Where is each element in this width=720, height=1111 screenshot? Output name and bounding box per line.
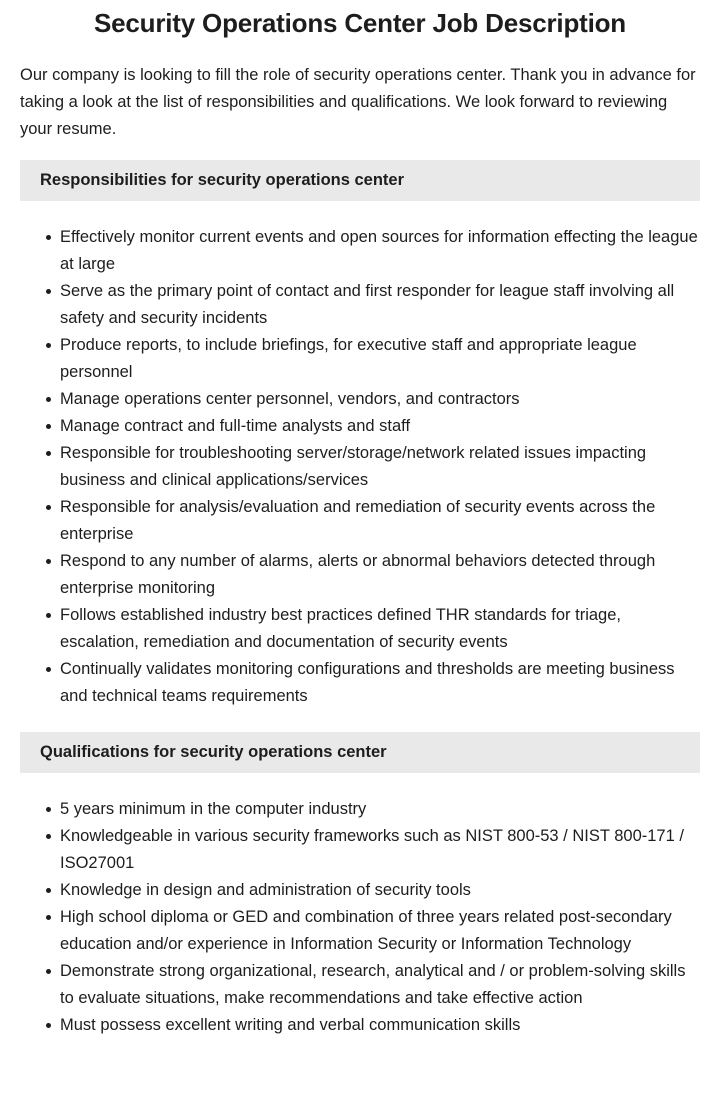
list-item: Demonstrate strong organizational, research, analytical and / or problem-solving skills to evaluate situations, make recommendations and take effective action <box>20 958 700 1012</box>
responsibilities-heading: Responsibilities for security operations center <box>20 160 700 201</box>
list-item: Continually validates monitoring configurations and thresholds are meeting business and technical teams requirements <box>20 656 700 710</box>
list-item: 5 years minimum in the computer industry <box>20 796 700 823</box>
list-item: Responsible for analysis/evaluation and remediation of security events across the enterprise <box>20 494 700 548</box>
list-item: Knowledge in design and administration of security tools <box>20 877 700 904</box>
list-item: Manage contract and full-time analysts and staff <box>20 413 700 440</box>
qualifications-heading: Qualifications for security operations center <box>20 732 700 773</box>
qualifications-section <box>20 732 700 1039</box>
responsibilities-section <box>20 160 700 710</box>
list-item: Responsible for troubleshooting server/storage/network related issues impacting business and clinical applications/services <box>20 440 700 494</box>
list-item: Follows established industry best practices defined THR standards for triage, escalation, remediation and documentation of security events <box>20 602 700 656</box>
responsibilities-list <box>20 224 700 710</box>
list-item: Must possess excellent writing and verbal communication skills <box>20 1012 700 1039</box>
list-item: Knowledgeable in various security frameworks such as NIST 800-53 / NIST 800-171 / ISO27001 <box>20 823 700 877</box>
list-item: Produce reports, to include briefings, for executive staff and appropriate league personnel <box>20 332 700 386</box>
qualifications-list <box>20 796 700 1039</box>
list-item: Serve as the primary point of contact and first responder for league staff involving all safety and security incidents <box>20 278 700 332</box>
page-title: Security Operations Center Job Description <box>94 8 626 38</box>
list-item: Respond to any number of alarms, alerts or abnormal behaviors detected through enterprise monitoring <box>20 548 700 602</box>
list-item: Manage operations center personnel, vendors, and contractors <box>20 386 700 413</box>
list-item: Effectively monitor current events and open sources for information effecting the league at large <box>20 224 700 278</box>
intro-paragraph: Our company is looking to fill the role of security operations center. Thank you in advance for taking a look at the list of responsibilities and qualifications. We look forward to reviewing your resume. <box>20 66 696 138</box>
list-item: High school diploma or GED and combination of three years related post-secondary education and/or experience in Information Security or Information Technology <box>20 904 700 958</box>
